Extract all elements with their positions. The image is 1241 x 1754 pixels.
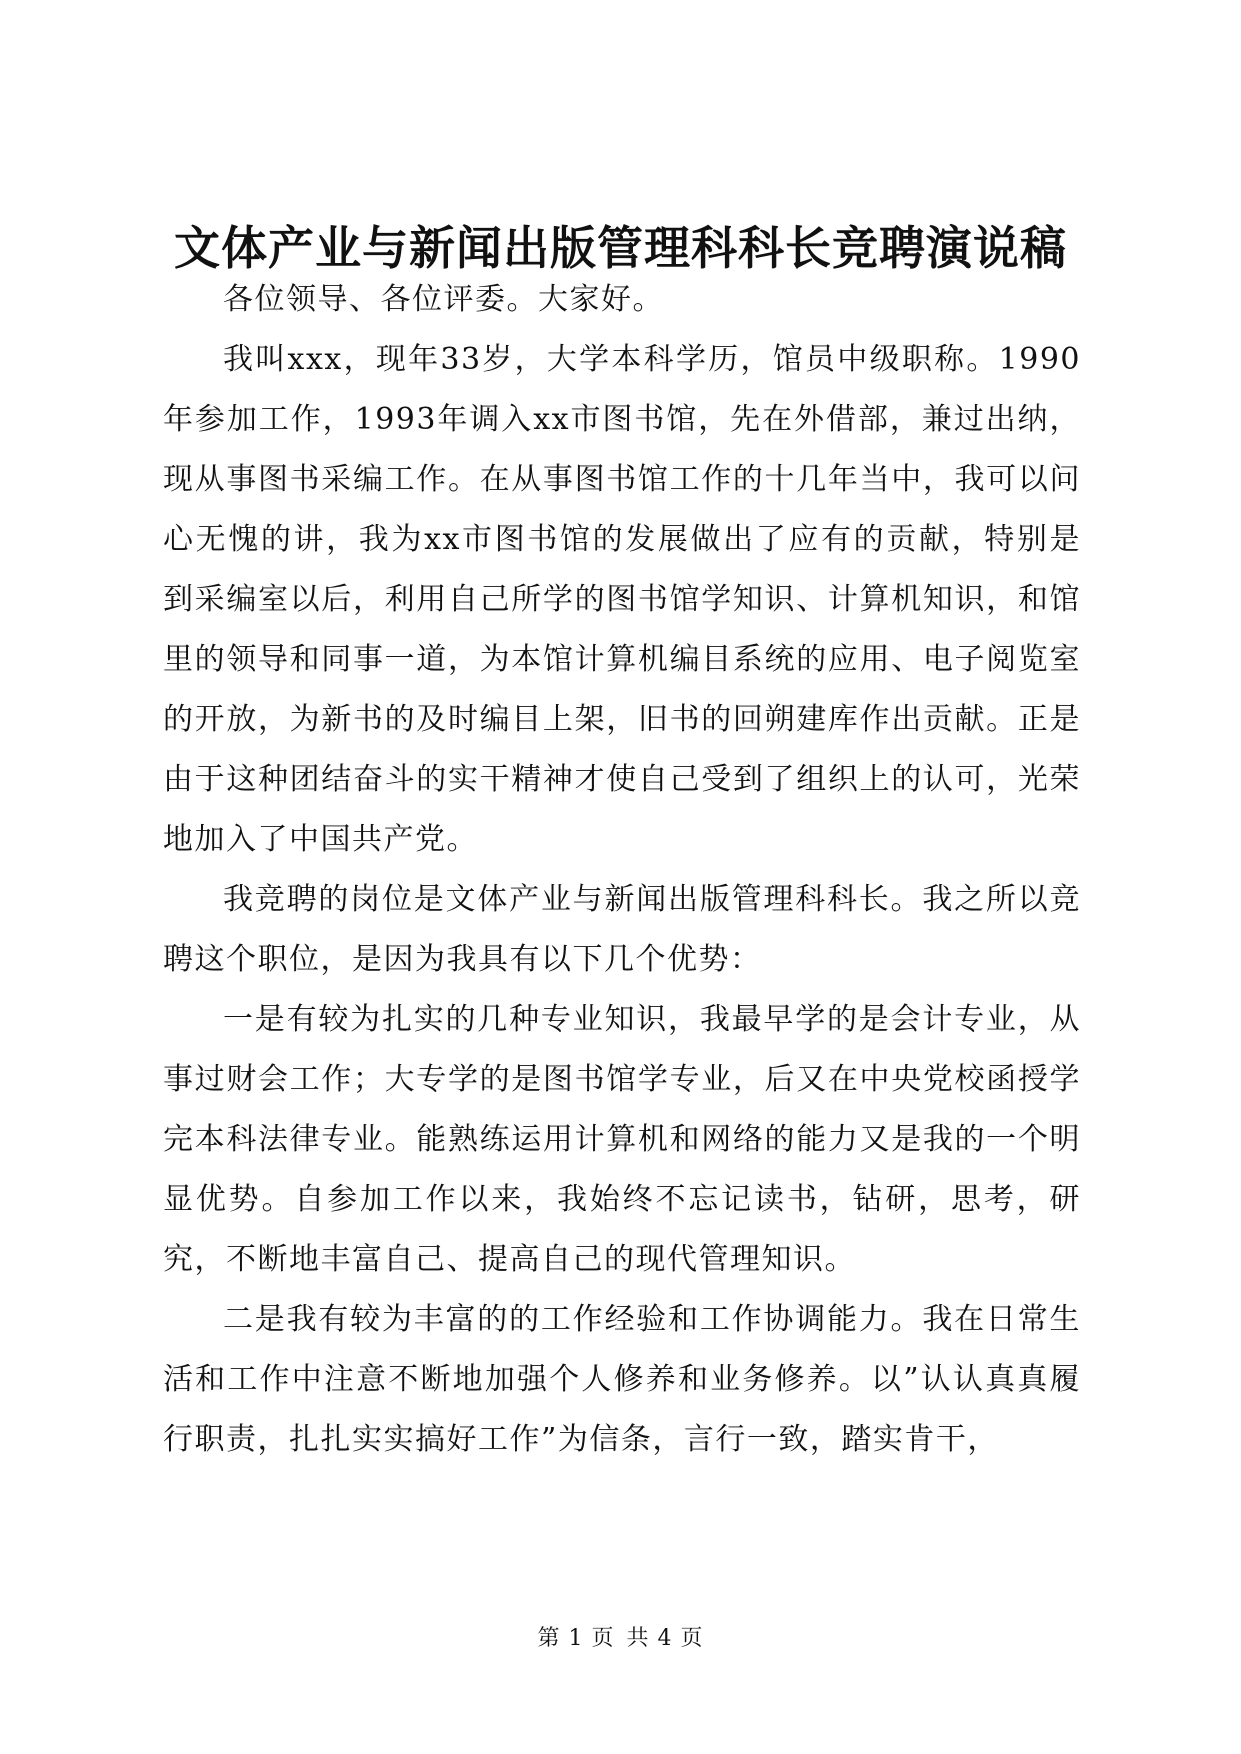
document-body (163, 270, 1081, 1470)
paragraph-greeting: 各位领导、各位评委。大家好。 (223, 282, 664, 317)
page-footer (0, 1624, 1241, 1654)
paragraph-advantage-one: 一是有较为扎实的几种专业知识，我最早学的是会计专业，从事过财会工作；大专学的是图书馆学专业，后又在中央党校函授学完本科法律专业。能熟练运用计算机和网络的能力又是我的一个明显优势。自参加工作以来，我始终不忘记读书，钻研，思考，研究，不断地丰富自己、提高自己的现代管理知识。 (163, 1002, 1081, 1277)
page-number: 第 1 页 (537, 1626, 615, 1651)
page-total: 共 4 页 (626, 1626, 704, 1651)
paragraph-advantage-two: 二是我有较为丰富的的工作经验和工作协调能力。我在日常生活和工作中注意不断地加强个人修养和业务修养。以”认认真真履行职责，扎扎实实搞好工作”为信条，言行一致，踏实肯干， (163, 1302, 1081, 1457)
paragraph-position: 我竞聘的岗位是文体产业与新闻出版管理科科长。我之所以竞聘这个职位，是因为我具有以下几个优势： (163, 882, 1081, 977)
document-title: 文体产业与新闻出版管理科科长竞聘演说稿 (174, 221, 1067, 275)
paragraph-introduction: 我叫xxx，现年33岁，大学本科学历，馆员中级职称。1990年参加工作，1993年调入xx市图书馆，先在外借部，兼过出纳，现从事图书采编工作。在从事图书馆工作的十几年当中，我可以问心无愧的讲，我为xx市图书馆的发展做出了应有的贡献，特别是到采编室以后，利用自己所学的图书馆学知识、计算机知识，和馆里的领导和同事一道，为本馆计算机编目系统的应用、电子阅览室的开放，为新书的及时编目上架，旧书的回朔建库作出贡献。正是由于这种团结奋斗的实干精神才使自己受到了组织上的认可，光荣地加入了中国共产党。 (163, 342, 1081, 857)
